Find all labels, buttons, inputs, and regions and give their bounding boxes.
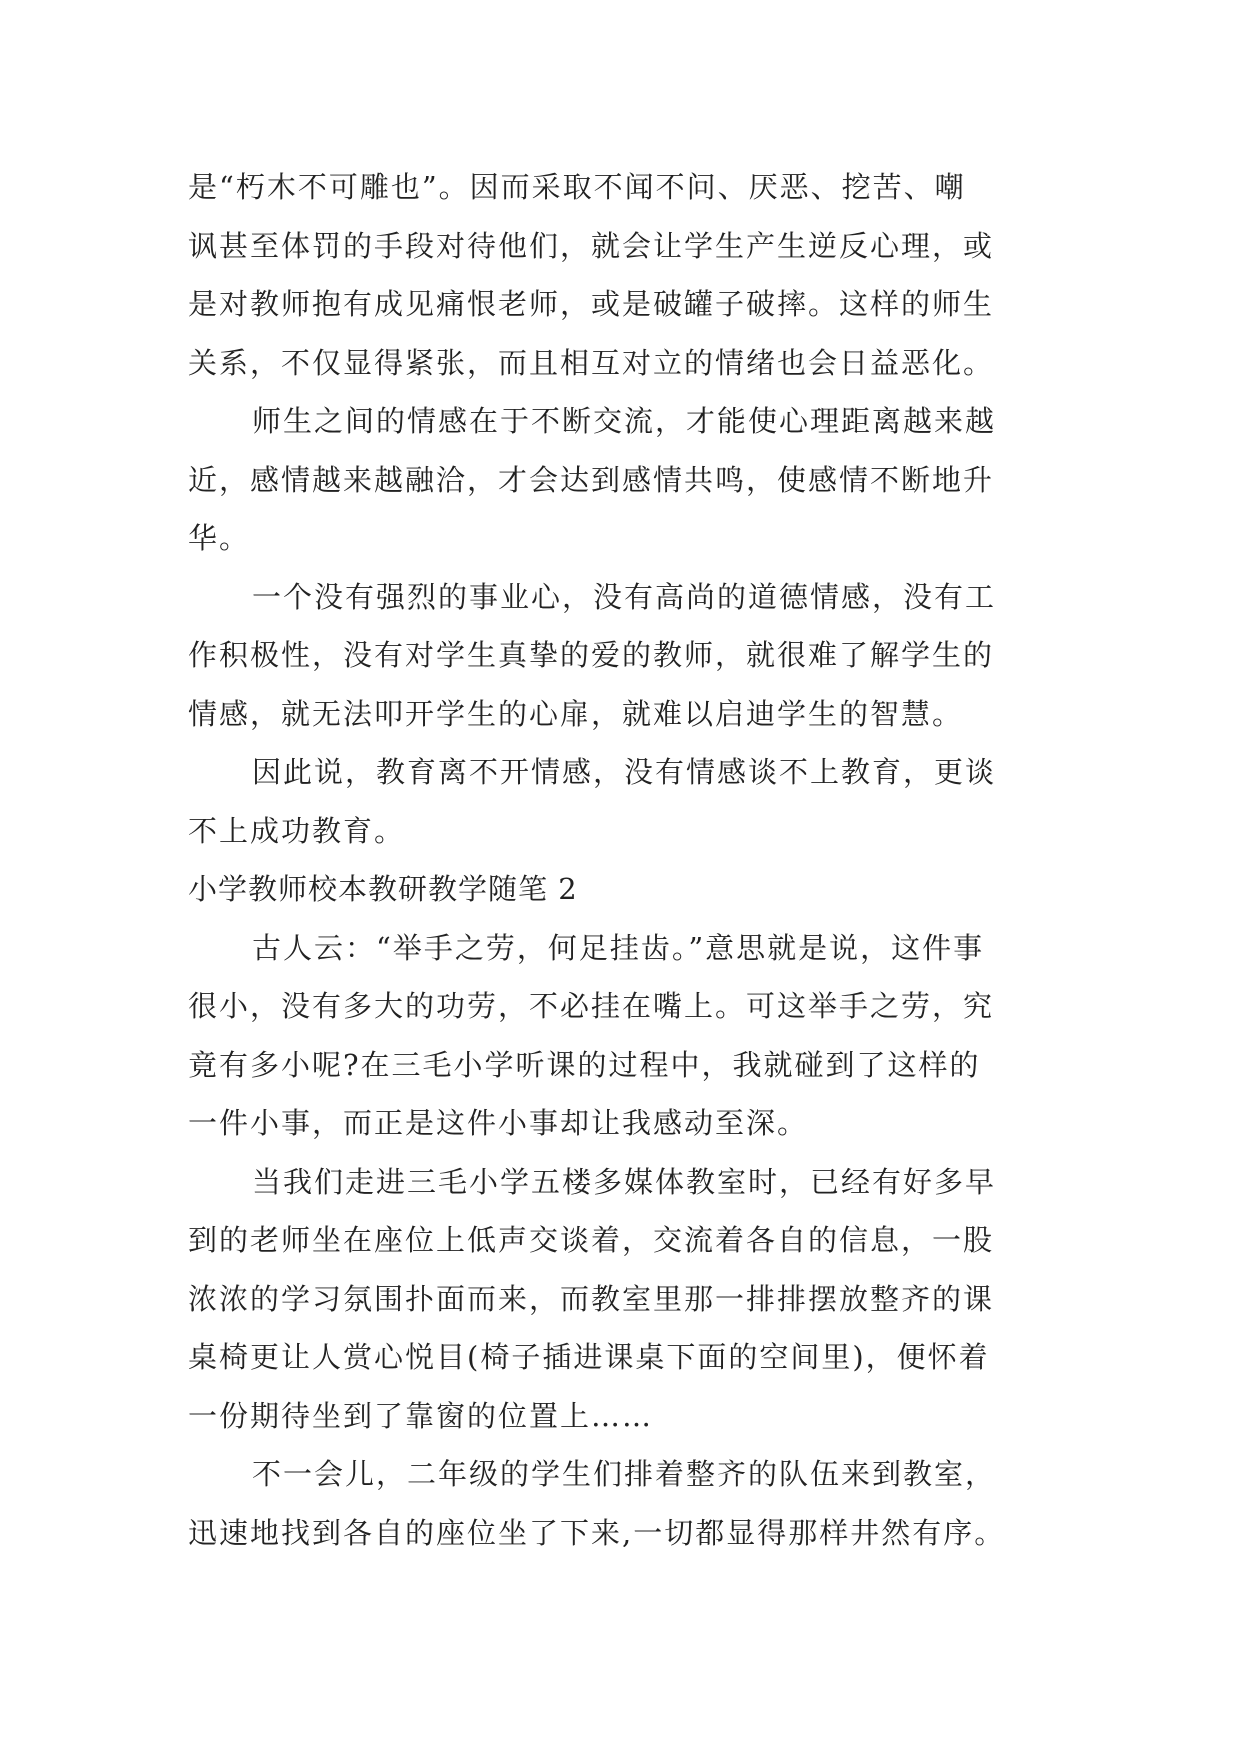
- text-line: 近，感情越来越融洽，才会达到感情共鸣，使感情不断地升: [188, 462, 995, 497]
- text-line: 华。: [188, 521, 251, 555]
- paragraph-first-line: 一个没有强烈的事业心，没有高尚的道德情感，没有工: [252, 579, 997, 614]
- section-heading: 小学教师校本教研教学随笔 2: [188, 872, 578, 906]
- text-line: 一份期待坐到了靠窗的位置上……: [188, 1398, 654, 1433]
- document-body: [188, 158, 1058, 1562]
- text-line: 一件小事，而正是这件小事却让我感动至深。: [188, 1106, 809, 1140]
- paragraph-first-line: 古人云：“举手之劳，何足挂齿。”意思就是说，这件事: [252, 930, 985, 965]
- paragraph-first-line: 不一会儿，二年级的学生们排着整齐的队伍来到教室，: [252, 1457, 997, 1491]
- text-line: 到的老师坐在座位上低声交谈着，交流着各自的信息，一股: [188, 1223, 995, 1257]
- text-line: 关系，不仅显得紧张，而且相互对立的情绪也会日益恶化。: [188, 345, 995, 380]
- text-line: 很小，没有多大的功劳，不必挂在嘴上。可这举手之劳，究: [188, 989, 995, 1023]
- text-line: 不上成功教育。: [188, 813, 406, 848]
- paragraph-first-line: 当我们走进三毛小学五楼多媒体教室时，已经有好多早: [252, 1164, 997, 1199]
- paragraph-first-line: 师生之间的情感在于不断交流，才能使心理距离越来越: [252, 404, 997, 438]
- paragraph-first-line: 因此说，教育离不开情感，没有情感谈不上教育，更谈: [252, 755, 997, 789]
- text-line: 浓浓的学习氛围扑面而来，而教室里那一排排摆放整齐的课: [188, 1281, 995, 1316]
- text-line: 是“朽木不可雕也”。因而采取不闻不问、厌恶、挖苦、嘲: [188, 170, 966, 204]
- text-line: 迅速地找到各自的座位坐了下来,一切都显得那样井然有序。: [188, 1515, 1006, 1550]
- text-line: 讽甚至体罚的手段对待他们，就会让学生产生逆反心理，或: [188, 228, 995, 263]
- text-line: 桌椅更让人赏心悦目(椅子插进课桌下面的空间里)，便怀着: [188, 1340, 990, 1374]
- text-line: 是对教师抱有成见痛恨老师，或是破罐子破摔。这样的师生: [188, 287, 995, 321]
- text-line: 竟有多小呢?在三毛小学听课的过程中，我就碰到了这样的: [188, 1047, 981, 1082]
- text-line: 情感，就无法叩开学生的心扉，就难以启迪学生的智慧。: [188, 696, 964, 731]
- text-line: 作积极性，没有对学生真挚的爱的教师，就很难了解学生的: [188, 638, 995, 672]
